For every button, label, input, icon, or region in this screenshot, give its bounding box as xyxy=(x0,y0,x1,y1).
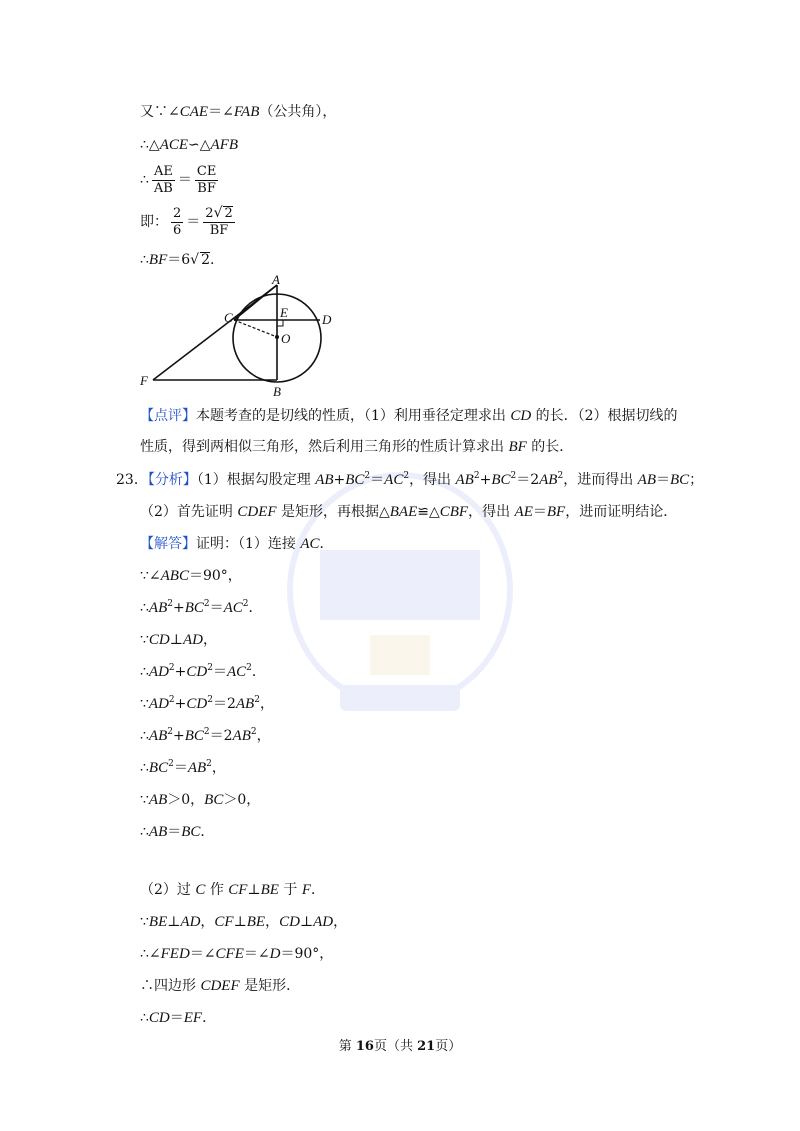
geometry-figure xyxy=(135,275,345,400)
total-pages: 21 xyxy=(417,1039,436,1054)
comment-tag: 【点评】 xyxy=(140,408,196,424)
solution-line-5: $\because AD^2+CD^2=2AB^2$， xyxy=(140,695,274,712)
page-number: 16 xyxy=(355,1039,374,1054)
proof-line-2: ∴△ACE∽△AFB xyxy=(140,137,239,153)
comment-line-1: 【点评】本题考查的是切线的性质，（1）利用垂径定理求出 CD 的长．（2）根据切线的 xyxy=(140,408,678,424)
question-number: 23． xyxy=(116,472,148,488)
part2-line-1: ∵BE⊥AD，CF⊥BE，CD⊥AD， xyxy=(140,914,348,930)
solution-tag: 【解答】 xyxy=(140,536,196,552)
proof-line-1: 又∵∠CAE＝∠FAB（公共角）， xyxy=(140,104,337,120)
solution-line-4: $\therefore AD^2+CD^2=AC^2$． xyxy=(140,663,266,680)
fraction-ae-ab: $\frac{AE}{AB}$ xyxy=(153,163,173,196)
part2-line-3: ∴四边形 CDEF 是矩形． xyxy=(140,978,301,994)
proof-line-5: ∴BF＝6√ 2. xyxy=(140,252,215,268)
solution-line-8: ∵AB＞0，BC＞0， xyxy=(140,792,261,808)
center-o-dot xyxy=(275,335,279,339)
label-o: O xyxy=(281,331,291,346)
segment-ca xyxy=(234,285,277,320)
solution-line-3: ∵CD⊥AD， xyxy=(140,632,217,648)
fraction-2-6: $\frac{2}{6}$ xyxy=(173,205,182,238)
solution-line-7: $\therefore BC^2=AB^2$， xyxy=(140,759,226,776)
label-b: B xyxy=(273,384,281,399)
q23-analysis-line-1: 23．【分析】（1）根据勾股定理 $AB+BC^2=AC^2$，得出 $AB^2+BC^2=2AB^2$，进而得出 AB＝BC； xyxy=(116,471,704,488)
solution-line-6: $\therefore AB^2+BC^2=2AB^2$， xyxy=(140,727,271,744)
part2-line-4: ∴CD＝EF． xyxy=(140,1010,217,1026)
page-footer: 第 16页（共 21页） xyxy=(338,1039,462,1054)
analysis-tag: 【分析】 xyxy=(147,472,197,488)
fraction-sqrt-bf: $\frac{2√ 2}{BF}$ xyxy=(205,205,233,238)
segment-co-dashed xyxy=(234,320,277,337)
solution-line-9: ∴AB＝BC． xyxy=(140,824,215,840)
label-d: D xyxy=(322,312,332,327)
proof-line-4: 即： $\frac{2}{6}$ ＝ $\frac{2√ 2}{BF}$ xyxy=(140,205,233,238)
part2-line-0: （2）过 C 作 CF⊥BE 于 F． xyxy=(140,882,326,898)
solution-line-2: $\therefore AB^2+BC^2=AC^2$． xyxy=(140,599,263,616)
solution-line-1: ∵∠ABC＝90°， xyxy=(140,568,242,584)
proof-line-3: ∴ $\frac{AE}{AB}$ ＝ $\frac{CE}{BF}$ xyxy=(140,163,217,196)
solution-line-0: 【解答】证明：（1）连接 AC． xyxy=(140,536,334,552)
label-c: C xyxy=(224,310,233,325)
label-e: E xyxy=(280,305,288,320)
right-angle-mark xyxy=(277,320,283,326)
q23-analysis-line-2: （2）首先证明 CDEF 是矩形，再根据△BAE≌△CBF，得出 AE＝BF，进而证明结论． xyxy=(140,504,678,520)
comment-line-2: 性质，得到两相似三角形，然后利用三角形的性质计算求出 BF 的长． xyxy=(140,439,574,455)
label-a: A xyxy=(272,275,280,287)
fraction-ce-bf: $\frac{CE}{BF}$ xyxy=(196,163,217,196)
part2-line-2: ∴∠FED＝∠CFE＝∠D＝90°， xyxy=(140,946,334,962)
label-f: F xyxy=(140,373,148,388)
